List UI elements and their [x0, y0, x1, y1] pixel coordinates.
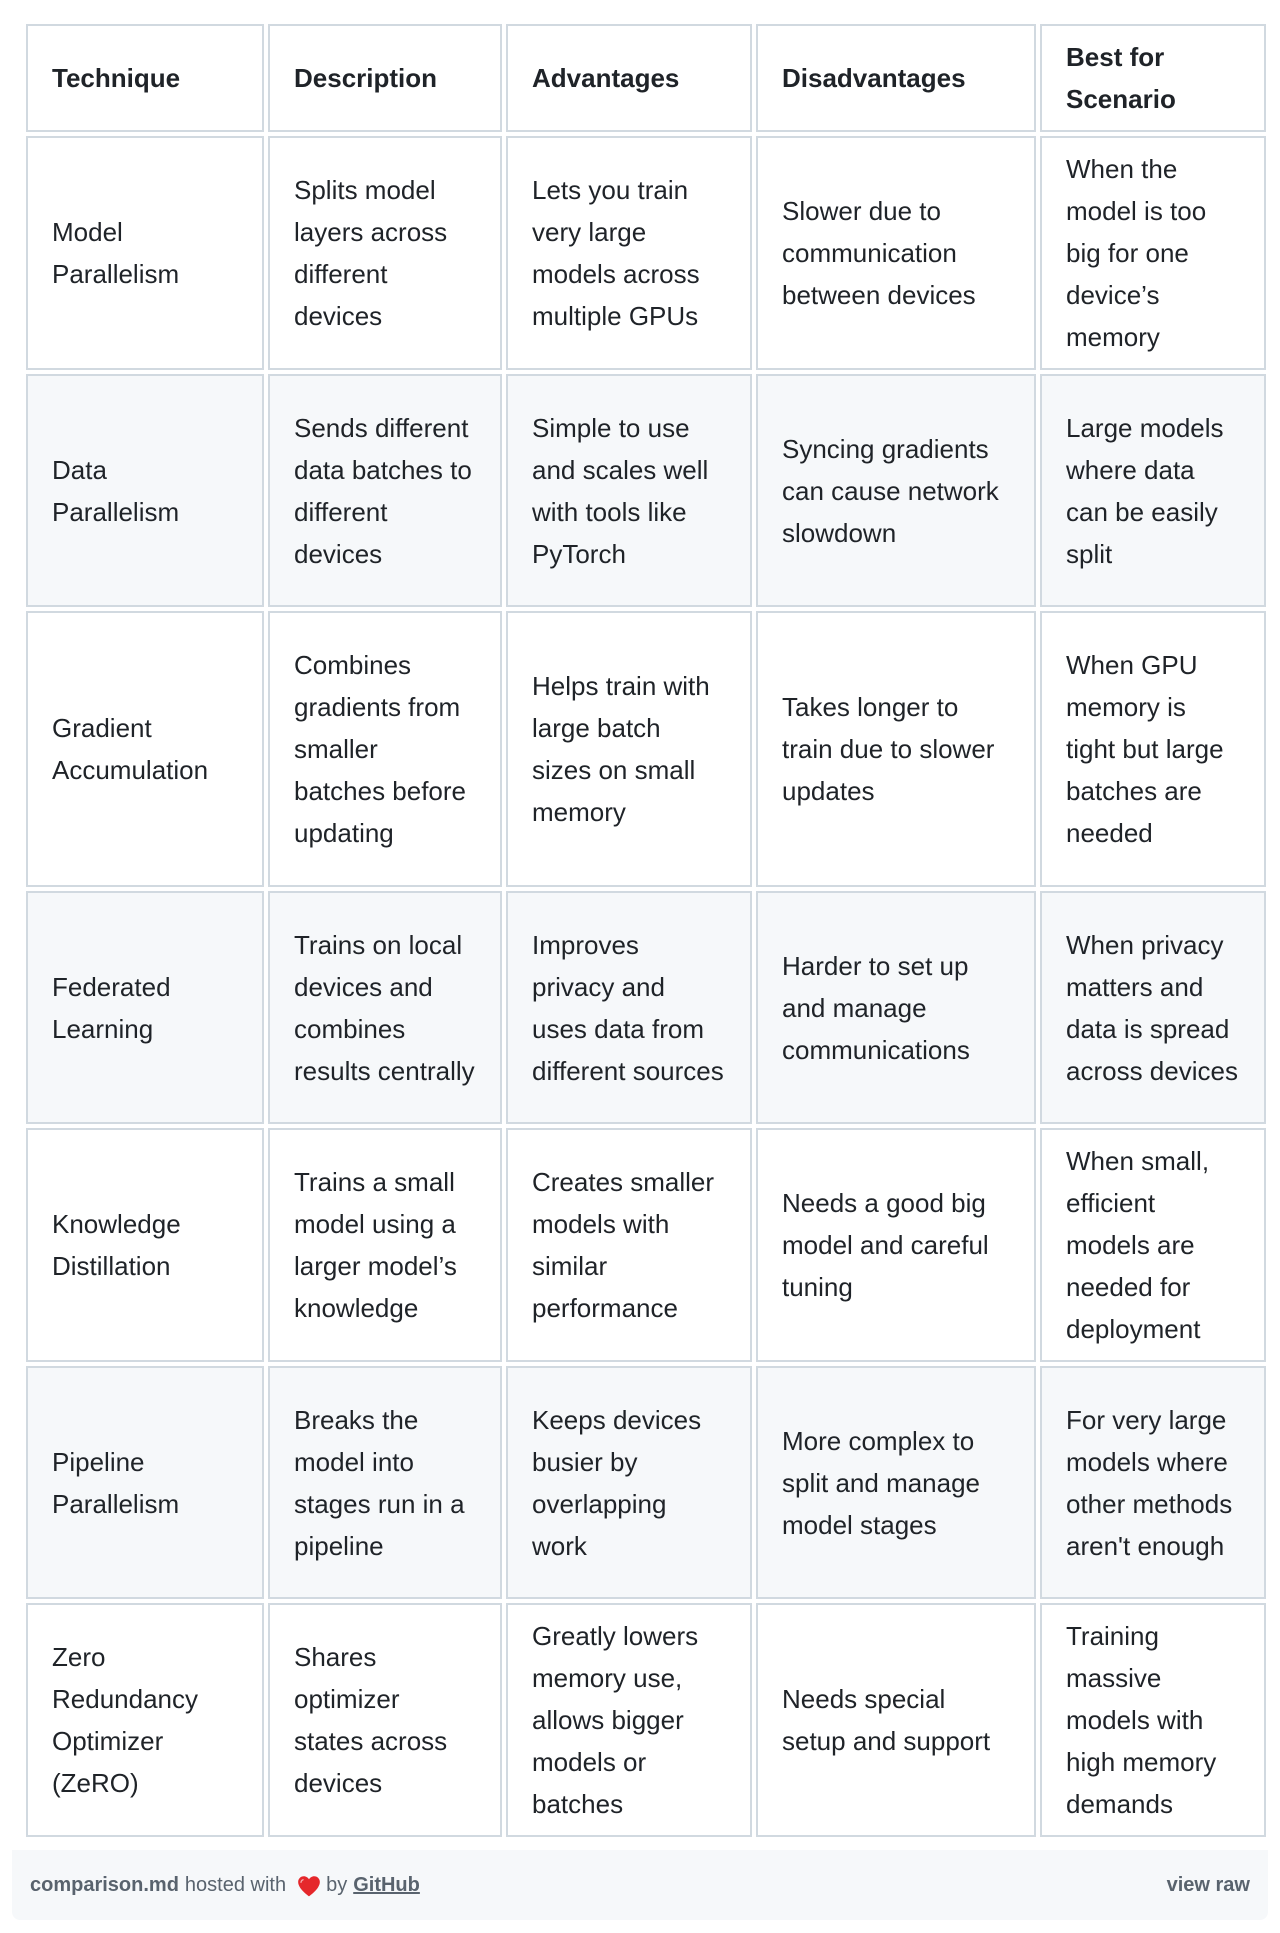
cell-advantages: Creates smaller models with similar performance — [506, 1128, 752, 1362]
cell-description: Shares optimizer states across devices — [268, 1603, 502, 1837]
header-advantages: Advantages — [506, 24, 752, 132]
cell-best-for: When privacy matters and data is spread across devices — [1040, 891, 1266, 1124]
cell-description: Combines gradients from smaller batches before updating — [268, 611, 502, 887]
cell-description: Splits model layers across different devices — [268, 136, 502, 370]
table-row — [26, 1366, 1266, 1599]
cell-technique: Federated Learning — [26, 891, 264, 1124]
comparison-table — [22, 20, 1270, 1841]
cell-advantages: Keeps devices busier by overlapping work — [506, 1366, 752, 1599]
cell-advantages: Greatly lowers memory use, allows bigger models or batches — [506, 1603, 752, 1837]
cell-technique: Zero Redundancy Optimizer (ZeRO) — [26, 1603, 264, 1837]
cell-description: Breaks the model into stages run in a pipeline — [268, 1366, 502, 1599]
cell-description: Trains on local devices and combines results centrally — [268, 891, 502, 1124]
cell-description: Trains a small model using a larger model’s knowledge — [268, 1128, 502, 1362]
table-row — [26, 611, 1266, 887]
header-technique: Technique — [26, 24, 264, 132]
cell-best-for: When the model is too big for one device’s memory — [1040, 136, 1266, 370]
cell-best-for: When GPU memory is tight but large batches are needed — [1040, 611, 1266, 887]
header-disadvantages: Disadvantages — [756, 24, 1036, 132]
table-row — [26, 1128, 1266, 1362]
table-row — [26, 136, 1266, 370]
cell-best-for: Training massive models with high memory demands — [1040, 1603, 1266, 1837]
cell-technique: Pipeline Parallelism — [26, 1366, 264, 1599]
gist-meta-left — [30, 1872, 420, 1898]
cell-technique: Gradient Accumulation — [26, 611, 264, 887]
table-row — [26, 891, 1266, 1124]
hosted-with-text: hosted with — [184, 1873, 287, 1896]
cell-disadvantages: Syncing gradients can cause network slowdown — [756, 374, 1036, 607]
view-raw-link[interactable]: view raw — [1166, 1873, 1250, 1896]
cell-disadvantages: Needs special setup and support — [756, 1603, 1036, 1837]
cell-advantages: Improves privacy and uses data from different sources — [506, 891, 752, 1124]
header-best-for-scenario: Best for Scenario — [1040, 24, 1266, 132]
cell-description: Sends different data batches to different devices — [268, 374, 502, 607]
comparison-table-wrapper — [26, 24, 1254, 1841]
table-header-row — [26, 24, 1266, 132]
by-text: by — [326, 1873, 348, 1896]
cell-best-for: When small, efficient models are needed for deployment — [1040, 1128, 1266, 1362]
cell-advantages: Helps train with large batch sizes on small memory — [506, 611, 752, 887]
filename-link[interactable]: comparison.md — [30, 1873, 179, 1896]
cell-technique: Knowledge Distillation — [26, 1128, 264, 1362]
github-link[interactable]: GitHub — [353, 1873, 420, 1896]
cell-advantages: Lets you train very large models across multiple GPUs — [506, 136, 752, 370]
cell-disadvantages: Takes longer to train due to slower updates — [756, 611, 1036, 887]
cell-best-for: For very large models where other methods aren't enough — [1040, 1366, 1266, 1599]
table-row — [26, 374, 1266, 607]
cell-disadvantages: More complex to split and manage model stages — [756, 1366, 1036, 1599]
cell-advantages: Simple to use and scales well with tools like PyTorch — [506, 374, 752, 607]
cell-technique: Model Parallelism — [26, 136, 264, 370]
heart-icon — [296, 1873, 322, 1899]
cell-technique: Data Parallelism — [26, 374, 264, 607]
gist-footer — [12, 1850, 1268, 1920]
cell-best-for: Large models where data can be easily split — [1040, 374, 1266, 607]
cell-disadvantages: Harder to set up and manage communications — [756, 891, 1036, 1124]
header-description: Description — [268, 24, 502, 132]
cell-disadvantages: Slower due to communication between devices — [756, 136, 1036, 370]
table-row — [26, 1603, 1266, 1837]
cell-disadvantages: Needs a good big model and careful tuning — [756, 1128, 1036, 1362]
